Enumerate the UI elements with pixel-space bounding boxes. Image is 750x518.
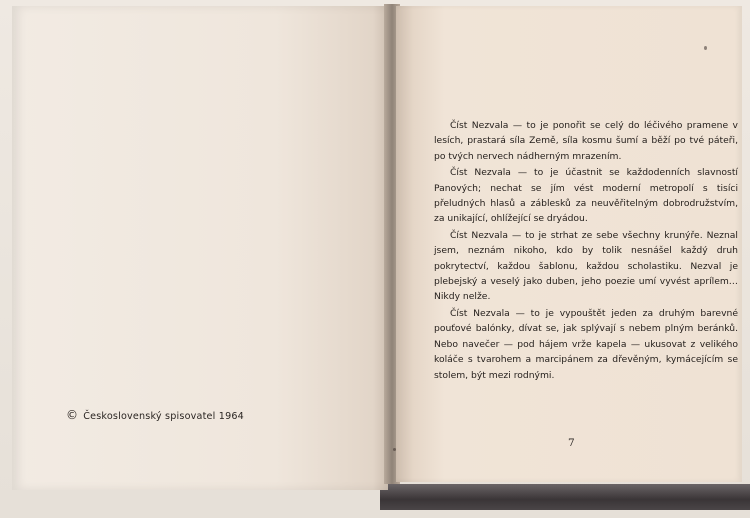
- copyright-line: [66, 408, 244, 422]
- page-number: 7: [568, 437, 575, 449]
- paragraph: Číst Nezvala — to je účastnit se každodenních slavností Panových; nechat se jím vést moderní metropolí s tisíci přeludných hlasů a záblesků za neuvěřitelným dobrodružstvím, za unikající, ohlížející se dryádou.: [434, 167, 738, 225]
- page-speck: [393, 448, 396, 451]
- publisher-imprint: Československý spisovatel 1964: [83, 411, 244, 422]
- body-text: [434, 118, 738, 384]
- book-bottom-edge: [380, 484, 750, 510]
- paragraph: Číst Nezvala — to je strhat ze sebe všechny krunýře. Neznal jsem, neznám nikoho, kdo by tolik nesnášel každý druh pokrytectví, každou šablonu, každou scholastiku. Nezval je plebejský a veselý jako duben, jeho poezie umí vyvést aprílem… Nikdy nelže.: [434, 229, 738, 303]
- copyright-icon: ©: [66, 408, 79, 422]
- page-speck: [704, 46, 707, 50]
- paragraph: Číst Nezvala — to je ponořit se celý do léčivého pramene v lesích, prastará síla Země, síla kosmu šumí a běží po tvé páteři, po tvých nervech nádherným mrazením.: [434, 120, 738, 162]
- paragraph: Číst Nezvala — to je vypouštět jeden za druhým barevné pouťové balónky, dívat se, jak splývají s nebem plným beránků. Nebo navečer — pod hájem vrže kapela — ukusovat z velikého koláče s tvarohem a marcipánem za dřevěným, kymácejícím se stolem, být mezi rodnými.: [434, 307, 738, 381]
